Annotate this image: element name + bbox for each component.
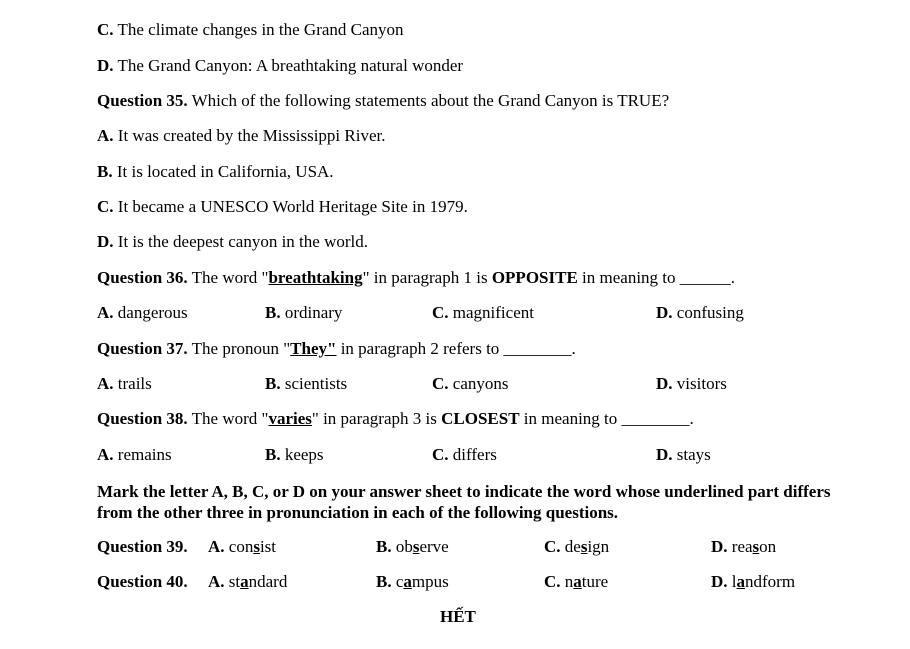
q36-option-d <box>656 303 744 323</box>
option-letter: D. <box>711 572 728 591</box>
option-letter: A. <box>97 445 114 464</box>
pronunciation-instruction: Mark the letter A, B, C, or D on your answer sheet to indicate the word whose underlined part differs from the other three in pronunciation in each of the following questions. <box>97 482 831 522</box>
stem-part: The word " <box>191 268 269 287</box>
question-40-label <box>97 572 188 592</box>
q40-option-d <box>711 572 795 592</box>
option-letter: A. <box>97 303 114 322</box>
option-letter: B. <box>376 537 392 556</box>
option-letter: D. <box>97 56 114 75</box>
question-label: Question 38. <box>97 409 188 428</box>
option-letter: B. <box>265 445 281 464</box>
word-part: on <box>759 537 777 556</box>
stem-part: in meaning to ______. <box>577 268 736 287</box>
option-letter: A. <box>208 572 225 591</box>
question-label: Question 36. <box>97 268 188 287</box>
option-letter: C. <box>544 572 561 591</box>
q37-option-b <box>265 374 347 394</box>
stem-part: " in paragraph 1 is <box>362 268 492 287</box>
word-part: ndform <box>745 572 796 591</box>
option-text: It is located in California, USA. <box>116 162 334 181</box>
q39-option-a <box>208 537 276 557</box>
q38-option-a <box>97 445 172 465</box>
underlined-part: s <box>580 537 588 556</box>
q35-option-c <box>97 197 468 217</box>
option-letter: C. <box>432 303 449 322</box>
option-text: scientists <box>284 374 348 393</box>
stem-part: " in paragraph 3 is <box>311 409 442 428</box>
stem-part: in paragraph 2 refers to ________. <box>336 339 576 358</box>
q38-option-b <box>265 445 324 465</box>
option-text: canyons <box>452 374 509 393</box>
q38-option-d <box>656 445 711 465</box>
option-text: It became a UNESCO World Heritage Site in 1979. <box>117 197 468 216</box>
word-part: con <box>228 537 254 556</box>
question-38 <box>97 409 694 429</box>
q40-option-c <box>544 572 608 592</box>
word-part: st <box>228 572 241 591</box>
q37-option-d <box>656 374 727 394</box>
underlined-part: a <box>240 572 249 591</box>
option-text: The Grand Canyon: A breathtaking natural wonder <box>117 56 464 75</box>
question-label: Question 35. <box>97 91 188 110</box>
target-word: They" <box>290 339 337 358</box>
key-word: OPPOSITE <box>491 268 578 287</box>
option-text: dangerous <box>117 303 188 322</box>
question-36 <box>97 268 735 288</box>
option-letter: B. <box>376 572 392 591</box>
option-letter: D. <box>656 445 673 464</box>
q36-option-a <box>97 303 188 323</box>
q40-option-a <box>208 572 287 592</box>
q40-option-b <box>376 572 449 592</box>
option-letter: B. <box>265 303 281 322</box>
word-part: de <box>564 537 581 556</box>
option-letter: D. <box>656 374 673 393</box>
q38-option-c <box>432 445 497 465</box>
option-text: The climate changes in the Grand Canyon <box>117 20 404 39</box>
option-letter: A. <box>208 537 225 556</box>
q37-option-c <box>432 374 509 394</box>
question-label: Question 39. <box>97 537 188 556</box>
option-text: stays <box>676 445 711 464</box>
q36-option-c <box>432 303 534 323</box>
question-35 <box>97 91 669 111</box>
word-part: ist <box>259 537 277 556</box>
underlined-part: s <box>412 537 420 556</box>
q37-option-a <box>97 374 152 394</box>
option-text: remains <box>117 445 172 464</box>
option-text: keeps <box>284 445 324 464</box>
option-letter: C. <box>97 20 114 39</box>
q34-option-c <box>97 20 404 40</box>
option-letter: C. <box>432 445 449 464</box>
key-word: CLOSEST <box>441 409 520 428</box>
option-letter: B. <box>265 374 281 393</box>
underlined-part: a <box>403 572 412 591</box>
word-part: c <box>395 572 404 591</box>
q35-option-b <box>97 162 334 182</box>
option-letter: A. <box>97 374 114 393</box>
option-letter: C. <box>432 374 449 393</box>
underlined-part: s <box>253 537 260 556</box>
q39-option-d <box>711 537 776 557</box>
option-letter: C. <box>544 537 561 556</box>
question-label: Question 37. <box>97 339 188 358</box>
q39-option-b <box>376 537 449 557</box>
target-word: breathtaking <box>268 268 363 287</box>
q36-option-b <box>265 303 342 323</box>
word-part: erve <box>419 537 449 556</box>
q35-option-a <box>97 126 386 146</box>
option-text: It is the deepest canyon in the world. <box>117 232 368 251</box>
q35-option-d <box>97 232 368 252</box>
word-part: ture <box>581 572 609 591</box>
option-letter: D. <box>97 232 114 251</box>
option-letter: A. <box>97 126 114 145</box>
word-part: n <box>564 572 574 591</box>
underlined-part: s <box>752 537 760 556</box>
end-mark: HẾT <box>440 607 476 626</box>
option-text: ordinary <box>284 303 343 322</box>
option-text: magnificent <box>452 303 534 322</box>
underlined-part: a <box>736 572 746 591</box>
option-letter: C. <box>97 197 114 216</box>
question-37 <box>97 339 576 359</box>
stem-part: The pronoun " <box>191 339 291 358</box>
word-part: ign <box>587 537 610 556</box>
option-letter: D. <box>711 537 728 556</box>
option-letter: B. <box>97 162 113 181</box>
question-39-label <box>97 537 188 557</box>
option-text: differs <box>452 445 497 464</box>
option-text: visitors <box>676 374 727 393</box>
question-label: Question 40. <box>97 572 188 591</box>
word-part: rea <box>731 537 753 556</box>
word-part: ndard <box>248 572 288 591</box>
stem-part: The word " <box>191 409 269 428</box>
word-part: ob <box>395 537 413 556</box>
target-word: varies <box>268 409 312 428</box>
stem-part: in meaning to ________. <box>519 409 694 428</box>
option-text: It was created by the Mississippi River. <box>117 126 386 145</box>
underlined-part: a <box>573 572 582 591</box>
question-stem: Which of the following statements about the Grand Canyon is TRUE? <box>191 91 670 110</box>
option-letter: D. <box>656 303 673 322</box>
word-part: mpus <box>411 572 449 591</box>
word-part: l <box>731 572 737 591</box>
option-text: trails <box>117 374 152 393</box>
q34-option-d <box>97 56 463 76</box>
option-text: confusing <box>676 303 744 322</box>
q39-option-c <box>544 537 609 557</box>
